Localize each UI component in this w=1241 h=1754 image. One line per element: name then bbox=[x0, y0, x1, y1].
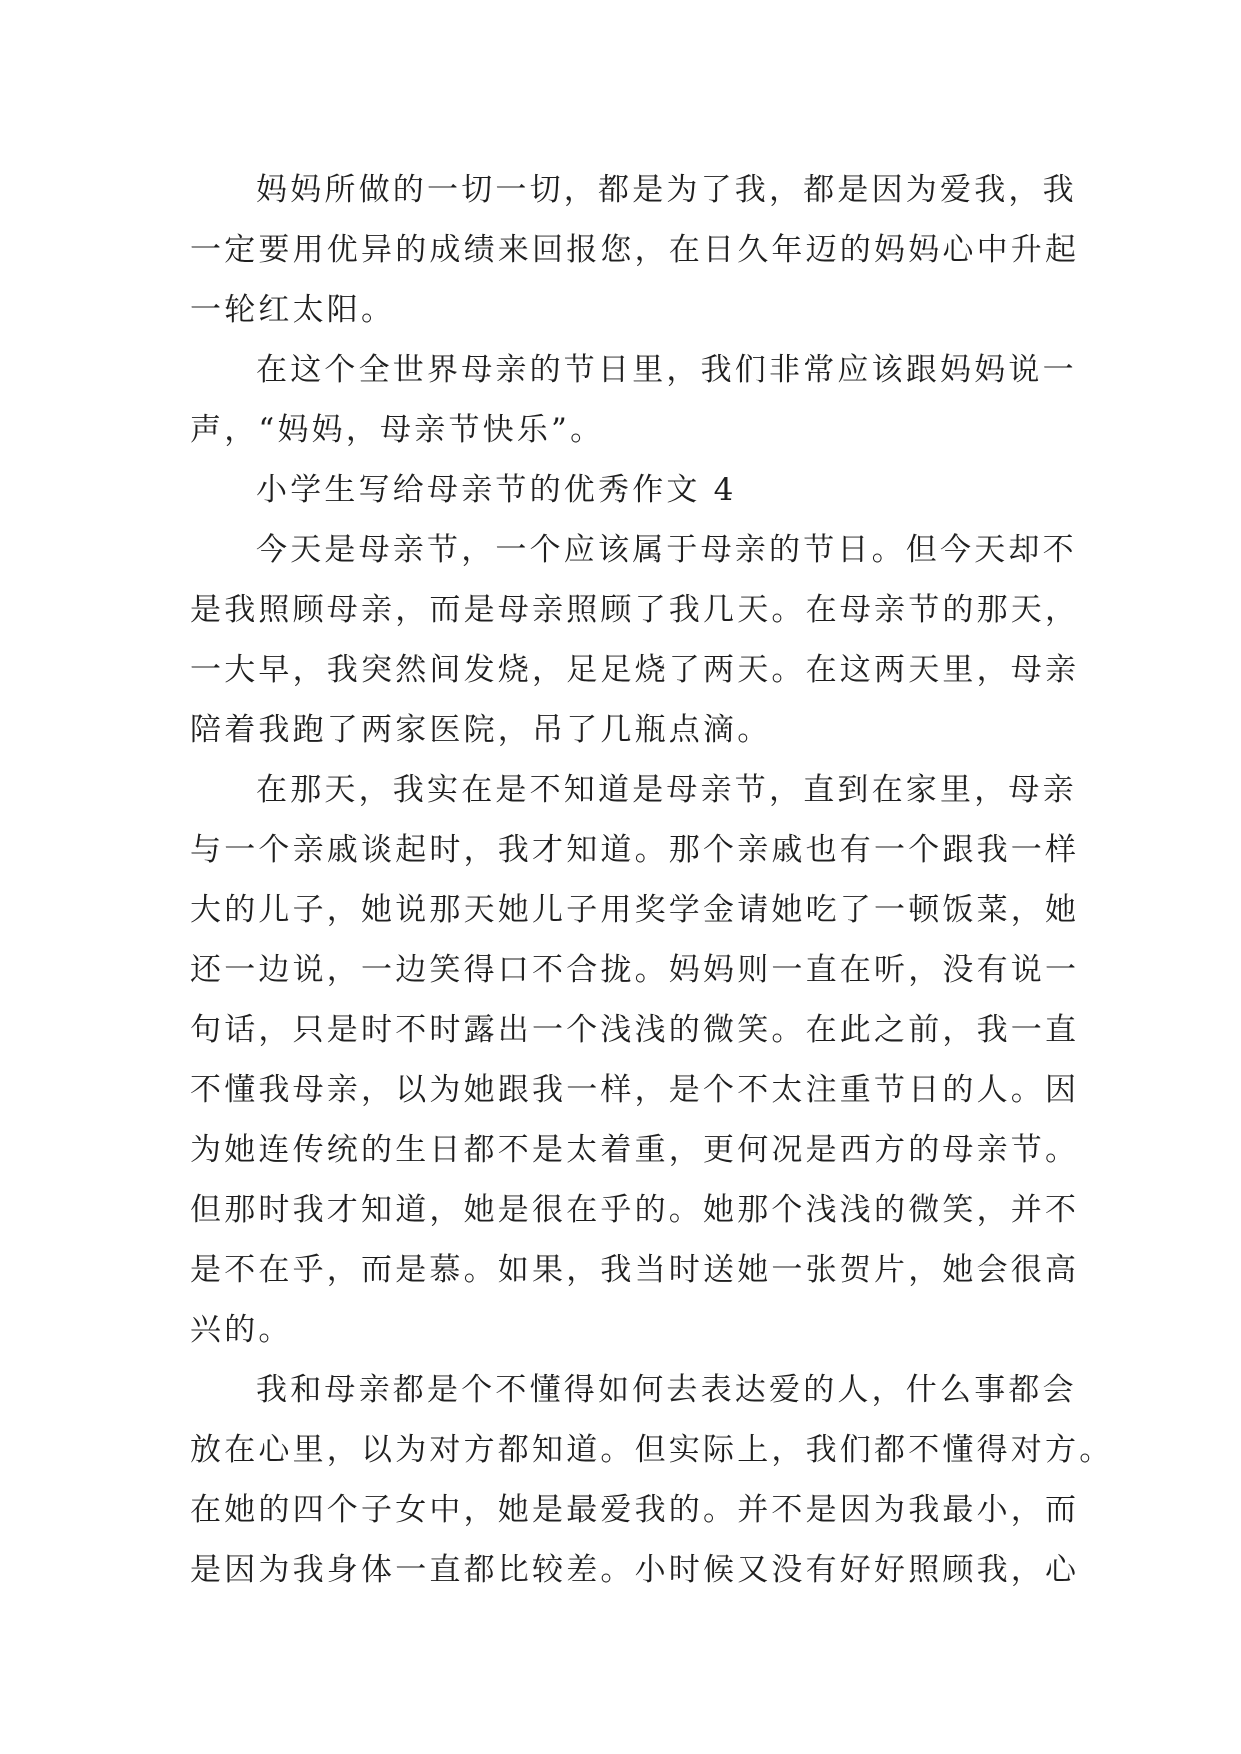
text-line: 在她的四个子女中，她是最爱我的。并不是因为我最小，而 bbox=[190, 1492, 1080, 1528]
text-line: 一轮红太阳。 bbox=[190, 292, 396, 328]
text-line: 但那时我才知道，她是很在乎的。她那个浅浅的微笑，并不 bbox=[190, 1192, 1080, 1228]
text-line: 不懂我母亲，以为她跟我一样，是个不太注重节日的人。因 bbox=[190, 1072, 1080, 1108]
text-line: 是我照顾母亲，而是母亲照顾了我几天。在母亲节的那天， bbox=[190, 592, 1080, 628]
text-line: 大的儿子，她说那天她儿子用奖学金请她吃了一顿饭菜，她 bbox=[190, 892, 1080, 928]
text-line: 放在心里，以为对方都知道。但实际上，我们都不懂得对方。 bbox=[190, 1432, 1114, 1468]
text-line: 是不在乎，而是慕。如果，我当时送她一张贺片，她会很高 bbox=[190, 1252, 1080, 1288]
text-line: 妈妈所做的一切一切，都是为了我，都是因为爱我，我 bbox=[256, 172, 1077, 208]
text-line: 在这个全世界母亲的节日里，我们非常应该跟妈妈说一 bbox=[256, 352, 1077, 388]
text-line: 声，“妈妈，母亲节快乐”。 bbox=[190, 412, 605, 448]
text-line: 我和母亲都是个不懂得如何去表达爱的人，什么事都会 bbox=[256, 1372, 1077, 1408]
text-line: 为她连传统的生日都不是太着重，更何况是西方的母亲节。 bbox=[190, 1132, 1080, 1168]
document-body bbox=[190, 160, 1114, 1600]
text-line: 句话，只是时不时露出一个浅浅的微笑。在此之前，我一直 bbox=[190, 1012, 1080, 1048]
essay-heading: 小学生写给母亲节的优秀作文 4 bbox=[256, 472, 737, 508]
text-line: 与一个亲戚谈起时，我才知道。那个亲戚也有一个跟我一样 bbox=[190, 832, 1080, 868]
text-line: 一大早，我突然间发烧，足足烧了两天。在这两天里，母亲 bbox=[190, 652, 1080, 688]
text-line: 今天是母亲节，一个应该属于母亲的节日。但今天却不 bbox=[256, 532, 1077, 568]
text-line: 在那天，我实在是不知道是母亲节，直到在家里，母亲 bbox=[256, 772, 1077, 808]
text-line: 还一边说，一边笑得口不合拢。妈妈则一直在听，没有说一 bbox=[190, 952, 1080, 988]
text-line: 是因为我身体一直都比较差。小时候又没有好好照顾我，心 bbox=[190, 1552, 1080, 1588]
text-line: 陪着我跑了两家医院，吊了几瓶点滴。 bbox=[190, 712, 772, 748]
text-line: 一定要用优异的成绩来回报您，在日久年迈的妈妈心中升起 bbox=[190, 232, 1080, 268]
text-line: 兴的。 bbox=[190, 1312, 293, 1348]
